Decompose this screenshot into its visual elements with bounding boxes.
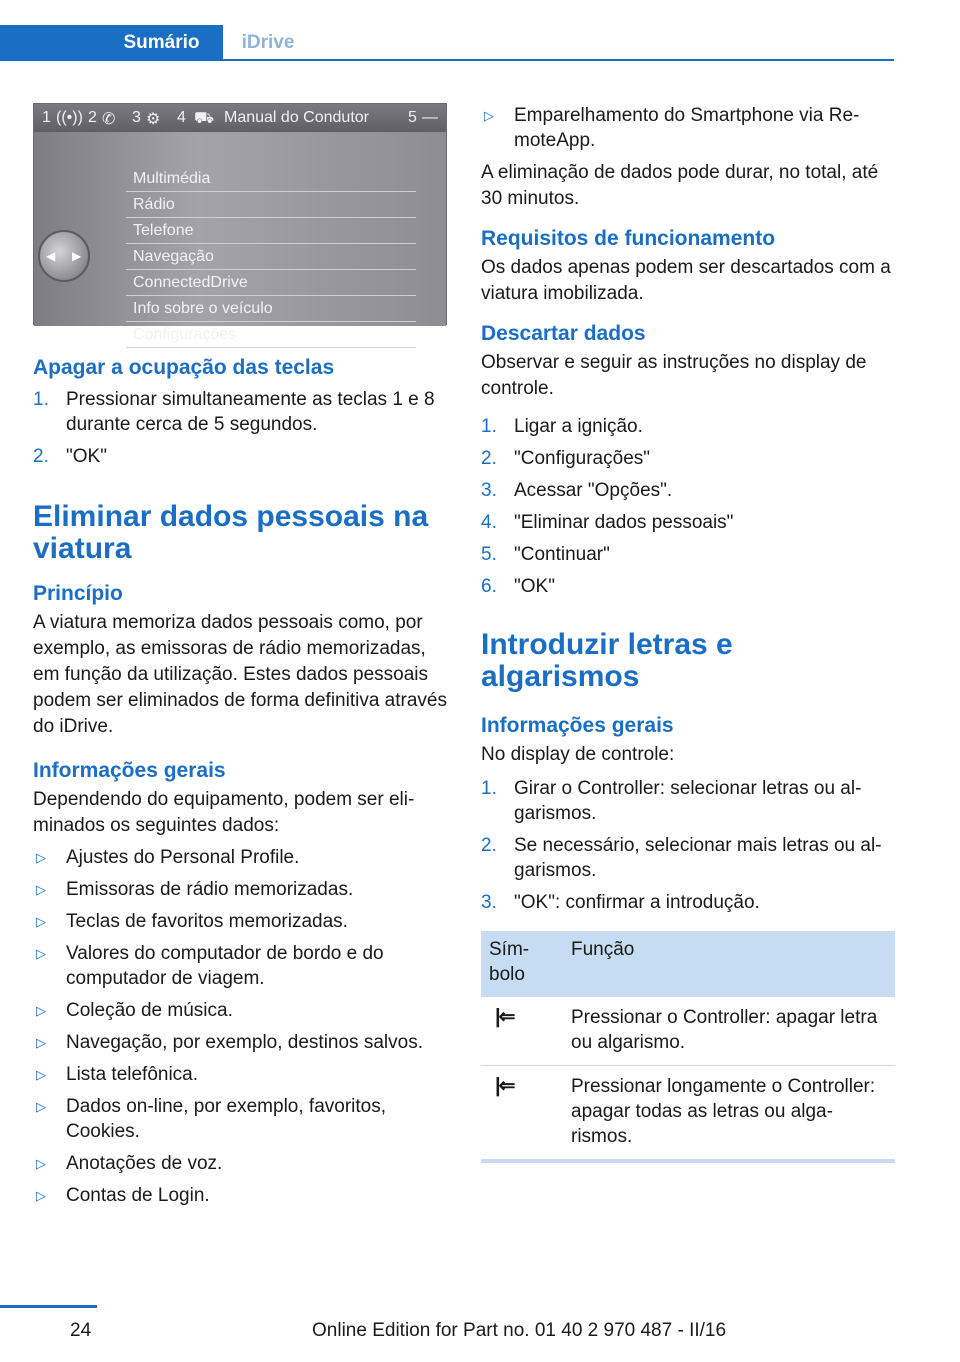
step-number: 6. xyxy=(481,576,497,597)
symbol-table xyxy=(481,931,895,1163)
bullet-text: Emparelhamento do Smartphone via RemoteApp. xyxy=(514,105,860,151)
step-number: 2. xyxy=(481,835,497,856)
heading-informacoes: Informações gerais xyxy=(33,759,226,782)
screen-menu-item: ConnectedDrive xyxy=(126,270,416,296)
table-header-row xyxy=(481,931,895,997)
tab-idrive[interactable]: iDrive xyxy=(241,32,295,53)
descartar-steps xyxy=(481,414,895,599)
screen-menu xyxy=(126,166,416,348)
table-row xyxy=(481,997,895,1066)
triangle-bullet-icon: ▷ xyxy=(36,914,46,929)
eliminacao-text: A eliminação de dados pode durar, no total, até 30 minutos. xyxy=(481,162,879,209)
tab-sumario[interactable]: Sumário xyxy=(0,25,223,61)
list-item xyxy=(481,414,895,439)
edition-note: Online Edition for Part no. 01 40 2 970 487 - II/16 xyxy=(312,1320,727,1341)
step-text: Ligar a ignição. xyxy=(514,416,643,437)
step-text: "Configurações" xyxy=(514,448,651,469)
list-item xyxy=(33,1183,447,1208)
list-item xyxy=(33,1062,447,1087)
step-text: Se necessário, selecionar mais letras ou algarismos. xyxy=(514,835,882,881)
descartar-text: Observar e seguir as instruções no display de controle. xyxy=(481,352,867,399)
nav-divider xyxy=(223,59,894,61)
screen-tab-5: 5 xyxy=(408,109,417,126)
bullet-text: Emissoras de rádio memorizadas. xyxy=(66,879,354,900)
bullet-text: Navegação, por exemplo, destinos salvos. xyxy=(66,1032,423,1053)
right-column xyxy=(481,103,895,1163)
phone-icon: ✆ xyxy=(102,111,116,128)
page-number: 24 xyxy=(70,1320,92,1341)
list-item xyxy=(481,103,895,153)
step-number: 3. xyxy=(481,480,497,501)
step-text: Acessar "Opções". xyxy=(514,480,673,501)
screen-menu-item: Navegação xyxy=(126,244,416,270)
screen-tab-1: 1 xyxy=(42,109,51,126)
screen-menu-item: Info sobre o veículo xyxy=(126,296,416,322)
list-item xyxy=(481,776,895,826)
list-item xyxy=(33,1151,447,1176)
step-number: 1. xyxy=(481,416,497,437)
triangle-bullet-icon: ▷ xyxy=(36,1188,46,1203)
step-number: 5. xyxy=(481,544,497,565)
bullet-text: Coleção de música. xyxy=(66,1000,233,1021)
data-bullets xyxy=(33,845,447,1208)
step-text: "OK": confirmar a introdução. xyxy=(514,892,760,913)
heading-requisitos: Requisitos de funcionamento xyxy=(481,227,776,250)
screen-panel xyxy=(34,132,446,343)
dash-icon: — xyxy=(422,109,438,126)
list-item xyxy=(481,510,895,535)
bullet-text: Teclas de favoritos memorizadas. xyxy=(66,911,348,932)
step-number: 1. xyxy=(481,778,497,799)
list-item xyxy=(33,444,447,469)
bullet-text: Lista telefônica. xyxy=(66,1064,199,1085)
bullet-text: Dados on-line, por exemplo, favoritos, Cookies. xyxy=(66,1096,386,1142)
list-item xyxy=(33,1030,447,1055)
continued-bullets xyxy=(481,103,895,153)
column-header-function: Função xyxy=(563,931,895,997)
requisitos-text: Os dados apenas podem ser descartados com a viatura imobilizada. xyxy=(481,257,891,304)
triangle-bullet-icon: ▷ xyxy=(36,1099,46,1114)
triangle-bullet-icon: ▷ xyxy=(36,1035,46,1050)
list-item xyxy=(481,833,895,883)
signal-icon: ((•)) xyxy=(56,109,83,126)
list-item xyxy=(481,890,895,915)
footer-rule xyxy=(0,1305,97,1308)
apagar-steps xyxy=(33,387,447,469)
step-number: 3. xyxy=(481,892,497,913)
list-item xyxy=(33,877,447,902)
list-item xyxy=(33,998,447,1023)
top-navigation xyxy=(0,25,894,61)
info-text: Dependendo do equipamento, podem ser eliminados os seguintes dados: xyxy=(33,789,415,836)
list-item xyxy=(481,478,895,503)
screen-tab-3: 3 xyxy=(132,109,141,126)
step-text: Pressionar simultaneamente as teclas 1 e 8 durante cerca de 5 segundos. xyxy=(66,389,435,435)
screen-tab-4: 4 xyxy=(177,109,186,126)
delete-symbol-icon: |⇐ xyxy=(481,1066,563,1162)
list-item xyxy=(33,845,447,870)
step-text: "Continuar" xyxy=(514,544,610,565)
heading-principio: Princípio xyxy=(33,582,123,605)
step-number: 2. xyxy=(33,446,49,467)
introduzir-steps xyxy=(481,776,895,915)
step-text: "Eliminar dados pessoais" xyxy=(514,512,734,533)
car-icon: ⛟ xyxy=(194,110,215,127)
triangle-bullet-icon: ▷ xyxy=(36,850,46,865)
delete-symbol-icon: |⇐ xyxy=(481,997,563,1066)
list-item xyxy=(33,387,447,437)
function-cell: Pressionar longamente o Controller: apagar todas as letras ou algarismos. xyxy=(563,1066,895,1162)
idrive-screen-image xyxy=(33,103,447,343)
bullet-text: Valores do computador de bordo e do computador de viagem. xyxy=(66,943,384,989)
column-header-symbol: Símbolo xyxy=(481,931,563,997)
list-item xyxy=(33,941,447,991)
gear-icon: ⚙ xyxy=(146,111,161,128)
step-number: 4. xyxy=(481,512,497,533)
list-item xyxy=(481,446,895,471)
step-number: 1. xyxy=(33,389,49,410)
list-item xyxy=(33,909,447,934)
step-text: "OK" xyxy=(66,446,107,467)
triangle-bullet-icon: ▷ xyxy=(36,882,46,897)
list-item xyxy=(481,574,895,599)
bullet-text: Ajustes do Personal Profile. xyxy=(66,847,300,868)
step-number: 2. xyxy=(481,448,497,469)
step-text: "OK" xyxy=(514,576,555,597)
screen-menu-item: Configurações xyxy=(126,322,416,348)
triangle-bullet-icon: ▷ xyxy=(36,1003,46,1018)
screen-topbar xyxy=(34,104,446,132)
bullet-text: Anotações de voz. xyxy=(66,1153,223,1174)
info2-text: No display de controle: xyxy=(481,744,675,765)
bullet-text: Contas de Login. xyxy=(66,1185,210,1206)
triangle-bullet-icon: ▷ xyxy=(484,108,494,123)
screen-topbar-title: Manual do Condutor xyxy=(224,109,369,126)
heading-apagar: Apagar a ocupação das teclas xyxy=(33,356,335,379)
triangle-bullet-icon: ▷ xyxy=(36,1156,46,1171)
heading-informacoes-2: Informações gerais xyxy=(481,714,674,737)
triangle-bullet-icon: ▷ xyxy=(36,946,46,961)
screen-menu-item: Rádio xyxy=(126,192,416,218)
screen-tab-2: 2 xyxy=(88,109,97,126)
principio-text: A viatura memoriza dados pessoais como, por exemplo, as emissoras de rádio memorizadas, em função da utilização. Estes dados pessoais podem ser eliminados de forma definitiva através do iDrive. xyxy=(33,612,447,737)
table-row xyxy=(481,1066,895,1162)
heading-eliminar: Eliminar dados pessoais na viatura xyxy=(33,500,429,565)
screen-menu-item: Telefone xyxy=(126,218,416,244)
list-item xyxy=(481,542,895,567)
step-text: Girar o Controller: selecionar letras ou algarismos. xyxy=(514,778,862,824)
function-cell: Pressionar o Controller: apagar letra ou algarismo. xyxy=(563,997,895,1066)
list-item xyxy=(33,1094,447,1144)
left-column xyxy=(33,103,447,1215)
triangle-bullet-icon: ▷ xyxy=(36,1067,46,1082)
controller-knob-icon: ◀ ▶ xyxy=(38,230,90,282)
heading-introduzir: Introduzir letras e algarismos xyxy=(481,628,733,693)
screen-menu-item: Multimédia xyxy=(126,166,416,192)
heading-descartar: Descartar dados xyxy=(481,322,646,345)
